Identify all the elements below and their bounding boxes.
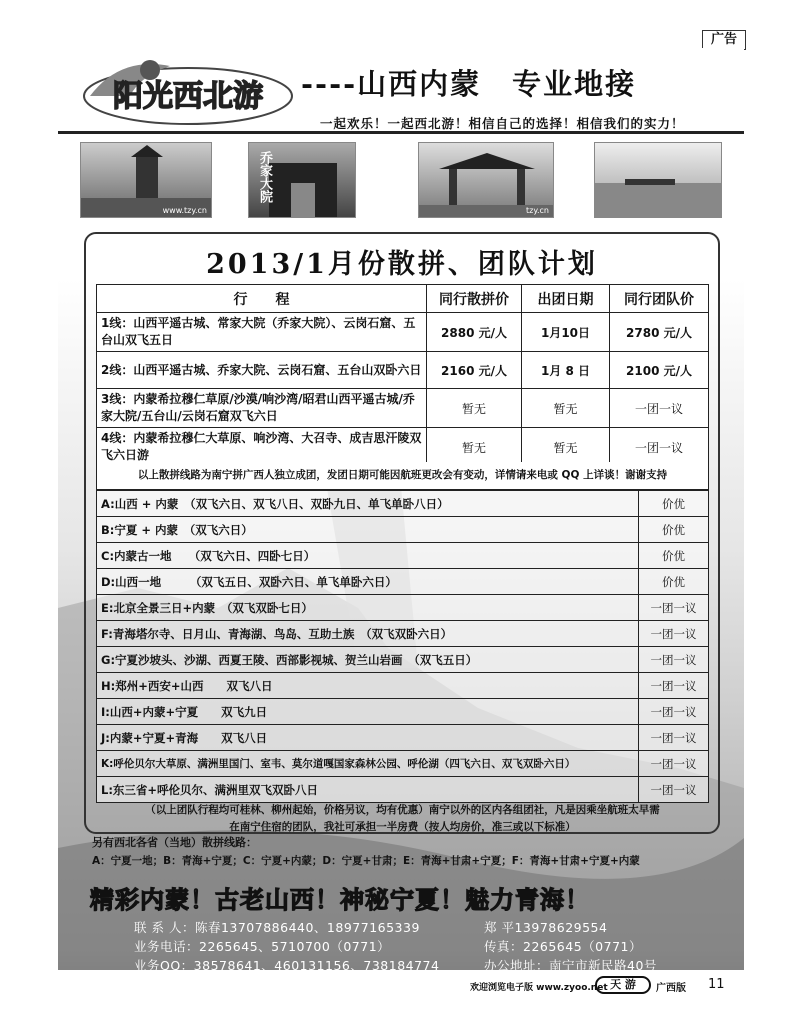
header-banner: [58, 48, 744, 134]
logo-graphic: [80, 56, 295, 128]
slogan-sub: 一起欢乐！一起西北游！相信自己的选择！相信我们的实力！: [320, 116, 685, 131]
group-route-price: 一团一议: [639, 647, 709, 673]
table-row: [97, 595, 709, 621]
table-row: [97, 569, 709, 595]
plan-title: 2013/1月份散拼、团队计划: [206, 249, 598, 280]
table-row: [97, 699, 709, 725]
brand-logo: 天 游: [595, 976, 651, 994]
group-route-price: 价优: [639, 569, 709, 595]
group-price-cell: 2780 元/人: [610, 313, 709, 352]
group-route-price: 一团一议: [639, 777, 709, 803]
grassland-image: [595, 143, 722, 218]
table-row: [97, 389, 709, 428]
table-row: [97, 673, 709, 699]
page-number: 11: [708, 977, 725, 992]
group-route-price: 价优: [639, 517, 709, 543]
group-price-cell: 一团一议: [610, 428, 709, 467]
group-route-label: I:山西+内蒙+宁夏 双飞九日: [97, 699, 639, 725]
group-route-table: [96, 490, 709, 803]
photo-gate: [418, 142, 554, 218]
group-route-label: H:郑州+西安+山西 双飞八日: [97, 673, 639, 699]
table-row: [97, 751, 709, 777]
footer-slogan: 精彩内蒙！古老山西！神秘宁夏！魅力青海！: [90, 885, 590, 914]
group-note-line: 在南宁住宿的团队，我社可承担一半房费（按人均房价，准三或以下标准）: [229, 821, 576, 833]
photo-strip: [58, 140, 744, 220]
table-row: [97, 428, 709, 467]
photo-watermark: tzy.cn: [526, 206, 549, 215]
col-price: 同行散拼价: [427, 285, 522, 313]
group-price-cell: 一团一议: [610, 389, 709, 428]
group-route-label: A:山西 + 内蒙 （双飞六日、双飞八日、双卧九日、单飞单卧八日）: [97, 491, 639, 517]
price-cell: 暂无: [427, 389, 522, 428]
table-row: [97, 621, 709, 647]
date-cell: 暂无: [522, 428, 610, 467]
table-row: [97, 313, 709, 352]
contact-person: 联 系 人：陈春13707886440、18977165339: [134, 920, 420, 935]
date-cell: 暂无: [522, 389, 610, 428]
table-row: [97, 543, 709, 569]
edition-label: 广西版: [656, 983, 686, 994]
group-route-price: 一团一议: [639, 725, 709, 751]
group-route-price: 价优: [639, 491, 709, 517]
photo-watermark: www.tzy.cn: [162, 206, 207, 215]
office-address: 办公地址：南宁市新民路40号: [484, 958, 657, 973]
group-route-label: L:东三省+呼伦贝尔、满洲里双飞双卧八日: [97, 777, 639, 803]
col-date: 出团日期: [522, 285, 610, 313]
business-phone: 业务电话：2265645、5710700（0771）: [134, 939, 391, 954]
logo-text: 阳光西北游: [113, 79, 263, 114]
group-price-cell: 2100 元/人: [610, 352, 709, 389]
extra-routes-title: 另有西北各省（当地）散拼线路：: [92, 836, 257, 849]
date-cell: 1月 8 日: [522, 352, 610, 389]
table-row: [97, 777, 709, 803]
group-route-label: K:呼伦贝尔大草原、满洲里国门、室韦、莫尔道嘎国家森林公园、呼伦湖（四飞六日、双飞双卧六日）: [97, 751, 639, 777]
company-logo: [80, 56, 295, 128]
contact-person-2: 郑 平13978629554: [484, 920, 608, 935]
group-route-price: 一团一议: [639, 673, 709, 699]
group-route-label: E:北京全景三日+内蒙 （双飞双卧七日）: [97, 595, 639, 621]
photo-pagoda: [80, 142, 212, 218]
table-row: [97, 352, 709, 389]
col-route: 行 程: [97, 285, 427, 313]
table-row: [97, 491, 709, 517]
group-route-label: G:宁夏沙坡头、沙湖、西夏王陵、西部影视城、贺兰山岩画 （双飞五日）: [97, 647, 639, 673]
plan-box: [84, 232, 720, 834]
group-route-price: 一团一议: [639, 595, 709, 621]
group-note-line: （以上团队行程均可桂林、柳州起始，价格另议，均有优惠）南宁以外的区内各组团社，凡是因乘坐航班太早需: [145, 804, 660, 816]
route-cell: 1线：山西平遥古城、常家大院（乔家大院）、云岗石窟、五台山双飞五日: [97, 313, 427, 352]
group-route-label: F:青海塔尔寺、日月山、青海湖、鸟岛、互助土族 （双飞双卧六日）: [97, 621, 639, 647]
route-cell: 2线：山西平遥古城、乔家大院、云岗石窟、五台山双卧六日: [97, 352, 427, 389]
price-cell: 2160 元/人: [427, 352, 522, 389]
scatter-note: 以上散拼线路为南宁拼广西人独立成团，发团日期可能因航班更改会有变动，详情请来电或 QQ 上详谈！谢谢支持: [96, 462, 709, 490]
slogan-main: ----山西内蒙 专业地接: [301, 67, 637, 101]
group-note: [96, 802, 709, 838]
group-route-label: J:内蒙+宁夏+青海 双飞八日: [97, 725, 639, 751]
table-row: [97, 517, 709, 543]
table-row: [97, 725, 709, 751]
website-line: 欢迎浏览电子版 www.zyoo.net: [470, 983, 608, 993]
photo-grassland: [594, 142, 722, 218]
route-cell: 3线：内蒙希拉穆仁草原/沙漠/响沙湾/昭君山西平遥古城/乔家大院/五台山/云岗石窟双飞六日: [97, 389, 427, 428]
group-route-label: B:宁夏 + 内蒙 （双飞六日）: [97, 517, 639, 543]
extra-routes: [92, 834, 712, 874]
group-route-price: 一团一议: [639, 699, 709, 725]
extra-routes-list: A：宁夏一地；B：青海+宁夏；C：宁夏+内蒙；D：宁夏+甘肃；E：青海+甘肃+宁夏；F：青海+甘肃+宁夏+内蒙: [92, 855, 640, 867]
group-route-price: 价优: [639, 543, 709, 569]
group-route-label: C:内蒙古一地 （双飞六日、四卧七日）: [97, 543, 639, 569]
photo-courtyard: [248, 142, 356, 218]
fax-number: 传真：2265645（0771）: [484, 939, 642, 954]
route-price-table: [96, 284, 709, 467]
col-group-price: 同行团队价: [610, 285, 709, 313]
route-cell: 4线：内蒙希拉穆仁大草原、响沙湾、大召寺、成吉思汗陵双飞六日游: [97, 428, 427, 467]
date-cell: 1月10日: [522, 313, 610, 352]
group-route-label: D:山西一地 （双飞五日、双卧六日、单飞单卧六日）: [97, 569, 639, 595]
ad-tag: 广告: [702, 30, 746, 50]
group-route-price: 一团一议: [639, 751, 709, 777]
price-cell: 暂无: [427, 428, 522, 467]
table-row: [97, 647, 709, 673]
group-route-price: 一团一议: [639, 621, 709, 647]
photo-label: 乔家大院: [257, 151, 272, 203]
business-qq: 业务QQ：38578641、460131156、738184774: [134, 958, 440, 973]
price-cell: 2880 元/人: [427, 313, 522, 352]
table-header-row: [97, 285, 709, 313]
